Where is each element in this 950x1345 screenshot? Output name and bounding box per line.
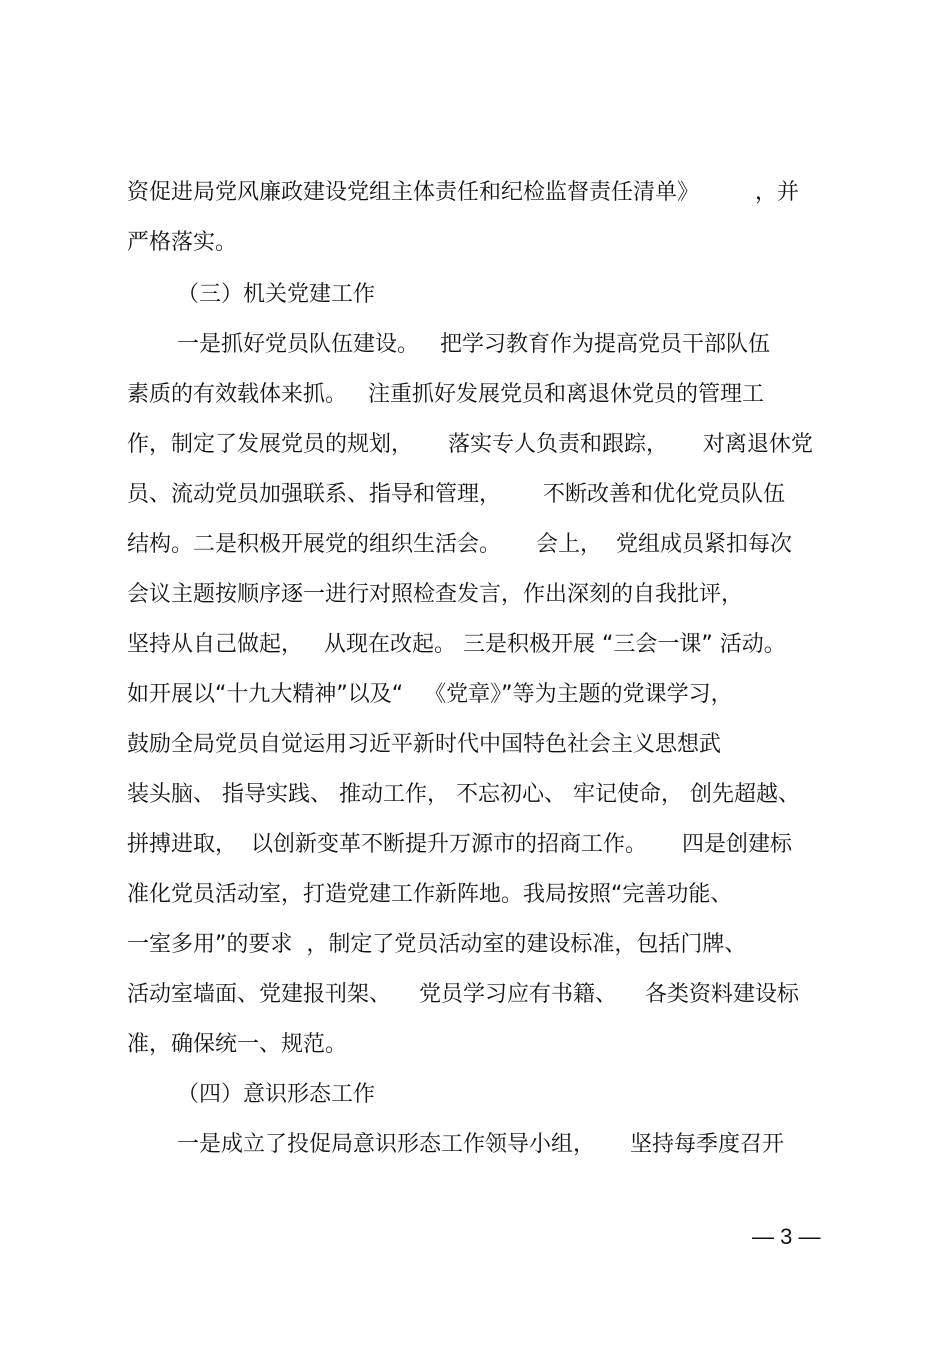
text-line-8: 结构。二是积极开展党的组织生活会。 会上， 党组成员紧扣每次 [127, 532, 792, 557]
text-line-13: 装头脑、 指导实践、 推动工作， 不忘初心、 牢记使命， 创先超越、 [127, 782, 800, 807]
text-line-14: 拼搏进取， 以创新变革不断提升万源市的招商工作。 四是创建标 [127, 832, 792, 857]
page-number: — 3 — [752, 1224, 821, 1249]
text-line-17: 活动室墙面、党建报刊架、 党员学习应有书籍、 各类资料建设标 [127, 982, 799, 1007]
text-line-6: 作，制定了发展党员的规划， 落实专人负责和跟踪， 对离退休党 [127, 432, 813, 457]
text-line-11: 如开展以“十九大精神”以及“ 《党章》”等为主题的党课学习， [127, 682, 733, 707]
text-line-1: 资促进局党风廉政建设党组主体责任和纪检监督责任清单》 ，并 [127, 180, 799, 205]
text-line-7: 员、流动党员加强联系、指导和管理， 不断改善和优化党员队伍 [127, 482, 785, 507]
text-line-2: 严格落实。 [127, 230, 238, 255]
text-line-5: 素质的有效载体来抓。 注重抓好发展党员和离退休党员的管理工 [127, 382, 764, 407]
text-line-18: 准，确保统一、规范。 [127, 1032, 348, 1057]
text-line-15: 准化党员活动室，打造党建工作新阵地。我局按照“完善功能、 [127, 882, 733, 907]
text-line-10: 坚持从自己做起， 从现在改起。 三是积极开展 “三会一课” 活动。 [127, 632, 786, 657]
text-line-4: 一是抓好党员队伍建设。 把学习教育作为提高党员干部队伍 [177, 332, 770, 357]
section-heading-4: （四）意识形态工作 [177, 1082, 376, 1107]
text-line-9: 会议主题按顺序逐一进行对照检查发言，作出深刻的自我批评， [127, 582, 744, 607]
text-line-12: 鼓励全局党员自觉运用习近平新时代中国特色社会主义思想武 [127, 732, 722, 757]
section-heading-3: （三）机关党建工作 [177, 282, 376, 307]
text-line-16: 一室多用”的要求 ，制定了党员活动室的建设标准，包括门牌、 [127, 932, 747, 957]
text-line-20: 一是成立了投促局意识形态工作领导小组， 坚持每季度召开 [177, 1132, 784, 1157]
